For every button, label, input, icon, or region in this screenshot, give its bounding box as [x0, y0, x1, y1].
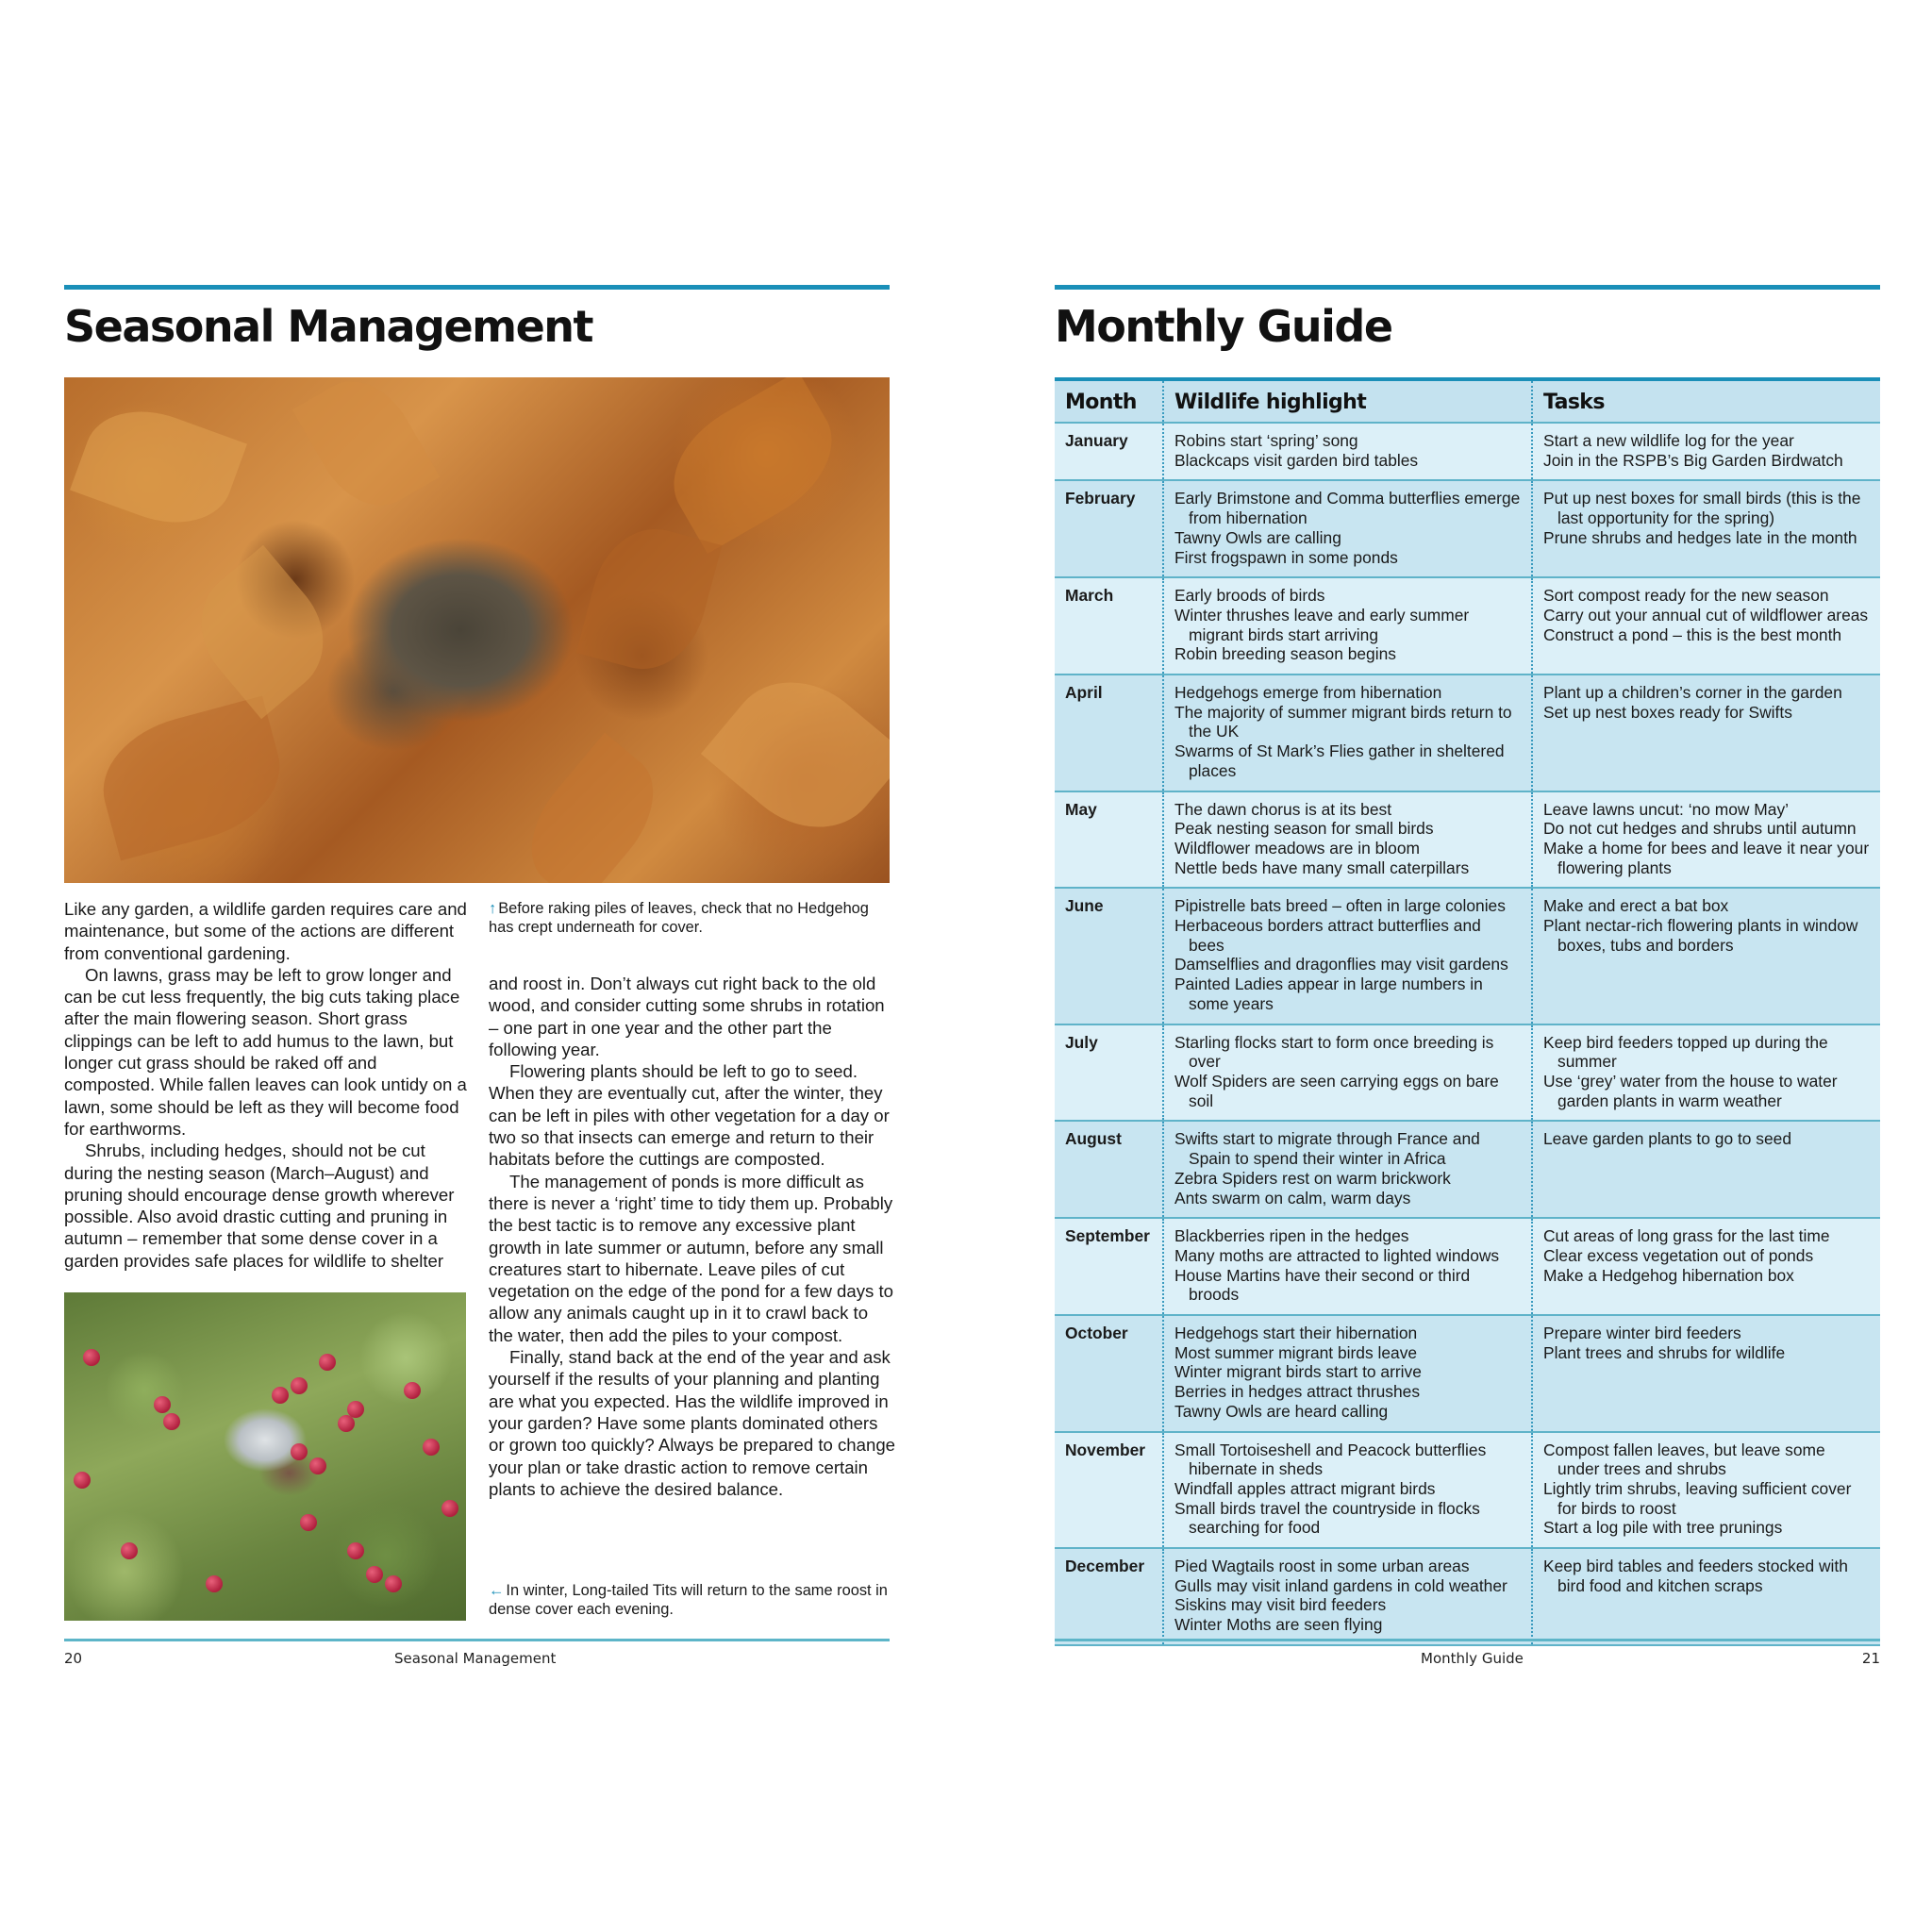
task-item: Clear excess vegetation out of ponds	[1543, 1245, 1814, 1265]
wildlife-item: Nettle beds have many small caterpillars	[1174, 858, 1470, 877]
tasks-cell	[1532, 1218, 1880, 1315]
month-cell: May	[1065, 799, 1097, 819]
task-item: Plant up a children’s corner in the garden	[1543, 683, 1842, 703]
month-cell: September	[1065, 1226, 1150, 1246]
table-row	[1055, 577, 1880, 675]
paragraph: The management of ponds is more difficult as there is never a ‘right’ time to tidy them up. Probably the best tactic is to remove any excessive plant growth in late summer or autumn, before any small creatures start to hibernate. Leave piles of cut vegetation on the edge of the pond for a few days to allow any animals caught up in it to crawl back to the water, then add the piles to your compost.	[489, 1171, 893, 1345]
task-item: Start a new wildlife log for the year	[1543, 431, 1794, 450]
wildlife-cell	[1163, 423, 1532, 480]
table-row	[1055, 1548, 1880, 1645]
paragraph: Flowering plants should be left to go to seed. When they are eventually cut, after the winter, they can be left in piles with other vegetation for a day or two so that insects can emerge and return to their habitats before the cuttings are composted.	[489, 1061, 890, 1170]
table-row	[1055, 480, 1880, 577]
wildlife-item: Swifts start to migrate through France and Spain to spend their winter in Africa	[1174, 1129, 1480, 1169]
table-row	[1055, 791, 1880, 889]
footer-rule	[64, 1639, 890, 1641]
wildlife-item: Winter migrant birds start to arrive	[1174, 1362, 1422, 1382]
month-cell: March	[1065, 586, 1114, 606]
month-cell: February	[1065, 489, 1136, 508]
wildlife-item: Herbaceous borders attract butterflies and bees	[1174, 916, 1481, 955]
running-footer: Seasonal Management	[394, 1650, 557, 1667]
wildlife-item: Small Tortoiseshell and Peacock butterflies hibernate in sheds	[1174, 1440, 1487, 1479]
task-item: Join in the RSPB’s Big Garden Birdwatch	[1543, 450, 1843, 470]
tasks-cell	[1532, 577, 1880, 675]
wildlife-item: Small birds travel the countryside in flocks searching for food	[1174, 1498, 1480, 1538]
long-tailed-tit-photo	[64, 1292, 466, 1621]
tasks-cell	[1532, 1315, 1880, 1432]
page-title: Monthly Guide	[1055, 301, 1392, 352]
wildlife-item: Damselflies and dragonflies may visit gardens	[1174, 955, 1508, 974]
tasks-cell	[1532, 675, 1880, 791]
paragraph: Shrubs, including hedges, should not be cut during the nesting season (March–August) and pruning should encourage dense growth wherever possible. Also avoid drastic cutting and pruning in autumn – remember that some dense cover in a garden provides safe places for wildlife to shelter	[64, 1141, 455, 1271]
month-cell: June	[1065, 896, 1104, 916]
wildlife-item: Most summer migrant birds leave	[1174, 1342, 1418, 1362]
hedgehog-in-leaves-photo	[64, 377, 890, 883]
wildlife-item: First frogspawn in some ponds	[1174, 547, 1398, 567]
tasks-cell	[1532, 1024, 1880, 1122]
task-item: Start a log pile with tree prunings	[1543, 1518, 1783, 1538]
task-item: Plant trees and shrubs for wildlife	[1543, 1342, 1786, 1362]
page-number: 20	[64, 1650, 83, 1667]
wildlife-item: The dawn chorus is at its best	[1174, 799, 1392, 819]
wildlife-cell	[1163, 577, 1532, 675]
running-footer: Monthly Guide	[1421, 1650, 1524, 1667]
wildlife-item: Windfall apples attract migrant birds	[1174, 1478, 1436, 1498]
month-cell: November	[1065, 1440, 1146, 1459]
month-cell: December	[1065, 1557, 1145, 1576]
task-item: Leave garden plants to go to seed	[1543, 1129, 1791, 1149]
monthly-guide-table	[1055, 377, 1880, 1646]
wildlife-item: Berries in hedges attract thrushes	[1174, 1382, 1421, 1402]
table-row	[1055, 1432, 1880, 1549]
footer-rule	[1055, 1639, 1880, 1641]
wildlife-item: Winter thrushes leave and early summer migrant birds start arriving	[1174, 605, 1470, 644]
task-item: Keep bird feeders topped up during the summer	[1543, 1032, 1828, 1072]
task-item: Lightly trim shrubs, leaving sufficient cover for birds to roost	[1543, 1478, 1852, 1518]
wildlife-cell	[1163, 480, 1532, 577]
photo-caption: ↑ Before raking piles of leaves, check that no Hedgehog has crept underneath for cover.	[489, 900, 869, 936]
wildlife-cell	[1163, 1432, 1532, 1549]
month-cell: August	[1065, 1129, 1122, 1149]
paragraph: and roost in. Don’t always cut right back to the old wood, and consider cutting some shrubs in rotation – one part in one year and the other part the following year.	[489, 974, 885, 1059]
table-row	[1055, 1121, 1880, 1218]
task-item: Make and erect a bat box	[1543, 896, 1729, 916]
task-item: Plant nectar-rich flowering plants in window boxes, tubs and borders	[1543, 916, 1858, 955]
wildlife-item: Siskins may visit bird feeders	[1174, 1595, 1387, 1615]
page-number: 21	[1861, 1650, 1880, 1667]
wildlife-item: Many moths are attracted to lighted windows	[1174, 1245, 1500, 1265]
table-row	[1055, 1315, 1880, 1432]
wildlife-item: Blackcaps visit garden bird tables	[1174, 450, 1419, 470]
wildlife-item: Hedgehogs start their hibernation	[1174, 1324, 1418, 1343]
column-header-tasks: Tasks	[1532, 379, 1880, 423]
task-item: Prune shrubs and hedges late in the month	[1543, 527, 1857, 547]
tasks-cell	[1532, 1432, 1880, 1549]
tasks-cell	[1532, 1121, 1880, 1218]
task-item: Set up nest boxes ready for Swifts	[1543, 702, 1792, 722]
body-column-1	[64, 898, 472, 1272]
wildlife-item: The majority of summer migrant birds return to the UK	[1174, 702, 1512, 741]
task-item: Construct a pond – this is the best month	[1543, 625, 1842, 644]
paragraph: Finally, stand back at the end of the year and ask yourself if the results of your planning and planting are what you expected. Has the wildlife improved in your garden? Have some plants dominated others or grown too quickly? Always be prepared to change your plan or take drastic action to remove certain plants to achieve the desired balance.	[489, 1347, 896, 1499]
arrow-up-icon: ↑	[489, 900, 497, 917]
wildlife-item: Robins start ‘spring’ song	[1174, 431, 1358, 450]
task-item: Use ‘grey’ water from the house to water garden plants in warm weather	[1543, 1071, 1838, 1110]
paragraph: On lawns, grass may be left to grow longer and can be cut less frequently, the big cuts taking place after the main flowering season. Short grass clippings can be left to add humus to the lawn, but longer cut grass should be raked off and composted. While fallen leaves can look untidy on a lawn, some should be left as they will become food for earthworms.	[64, 964, 467, 1139]
column-header-month: Month	[1065, 390, 1137, 414]
wildlife-cell	[1163, 675, 1532, 791]
wildlife-item: Swarms of St Mark’s Flies gather in sheltered places	[1174, 741, 1505, 780]
wildlife-item: Early broods of birds	[1174, 586, 1325, 606]
table-row	[1055, 1024, 1880, 1122]
task-item: Carry out your annual cut of wildflower areas	[1543, 605, 1869, 625]
table-header-row	[1055, 379, 1880, 423]
wildlife-cell	[1163, 1315, 1532, 1432]
task-item: Prepare winter bird feeders	[1543, 1324, 1741, 1343]
wildlife-cell	[1163, 1024, 1532, 1122]
table-row	[1055, 675, 1880, 791]
wildlife-item: Peak nesting season for small birds	[1174, 819, 1434, 839]
wildlife-item: Gulls may visit inland gardens in cold weather	[1174, 1575, 1507, 1595]
tasks-cell	[1532, 423, 1880, 480]
task-item: Keep bird tables and feeders stocked with bird food and kitchen scraps	[1543, 1557, 1848, 1595]
table-row	[1055, 1218, 1880, 1315]
month-cell: July	[1065, 1032, 1098, 1052]
tasks-cell	[1532, 791, 1880, 889]
header-rule	[1055, 285, 1880, 290]
table-row	[1055, 888, 1880, 1024]
wildlife-item: House Martins have their second or third broods	[1174, 1265, 1471, 1305]
wildlife-item: Hedgehogs emerge from hibernation	[1174, 683, 1442, 703]
header-rule	[64, 285, 890, 290]
wildlife-item: Painted Ladies appear in large numbers in some years	[1174, 974, 1483, 1013]
tasks-cell	[1532, 480, 1880, 577]
task-item: Make a home for bees and leave it near your flowering plants	[1543, 838, 1870, 877]
wildlife-item: Zebra Spiders rest on warm brickwork	[1174, 1168, 1451, 1188]
column-header-wildlife: Wildlife highlight	[1163, 379, 1532, 423]
task-item: Cut areas of long grass for the last time	[1543, 1226, 1830, 1246]
month-cell: January	[1065, 431, 1128, 450]
wildlife-item: Starling flocks start to form once breeding is over	[1174, 1032, 1494, 1072]
photo-caption: ← In winter, Long-tailed Tits will return to the same roost in dense cover each evening.	[489, 1582, 888, 1618]
wildlife-item: Ants swarm on calm, warm days	[1174, 1188, 1411, 1208]
task-item: Leave lawns uncut: ‘no mow May’	[1543, 799, 1790, 819]
wildlife-item: Pied Wagtails roost in some urban areas	[1174, 1557, 1470, 1576]
wildlife-cell	[1163, 791, 1532, 889]
task-item: Compost fallen leaves, but leave some under trees and shrubs	[1543, 1440, 1825, 1479]
wildlife-item: Blackberries ripen in the hedges	[1174, 1226, 1409, 1246]
wildlife-item: Pipistrelle bats breed – often in large colonies	[1174, 896, 1506, 916]
task-item: Put up nest boxes for small birds (this is the last opportunity for the spring)	[1543, 489, 1861, 528]
wildlife-item: Wildflower meadows are in bloom	[1174, 838, 1420, 858]
table-row	[1055, 423, 1880, 480]
paragraph: Like any garden, a wildlife garden requires care and maintenance, but some of the actions are different from conventional gardening.	[64, 899, 467, 963]
wildlife-cell	[1163, 1548, 1532, 1645]
tasks-cell	[1532, 1548, 1880, 1645]
wildlife-item: Tawny Owls are heard calling	[1174, 1401, 1389, 1421]
task-item: Make a Hedgehog hibernation box	[1543, 1265, 1794, 1285]
wildlife-item: Robin breeding season begins	[1174, 644, 1396, 664]
task-item: Sort compost ready for the new season	[1543, 586, 1829, 606]
tasks-cell	[1532, 888, 1880, 1024]
wildlife-cell	[1163, 888, 1532, 1024]
month-cell: April	[1065, 683, 1103, 703]
month-cell: October	[1065, 1324, 1128, 1343]
wildlife-cell	[1163, 1121, 1532, 1218]
body-column-2	[489, 973, 896, 1500]
wildlife-item: Tawny Owls are calling	[1174, 527, 1341, 547]
wildlife-item: Wolf Spiders are seen carrying eggs on bare soil	[1174, 1071, 1499, 1110]
page-title: Seasonal Management	[64, 301, 593, 352]
wildlife-item: Early Brimstone and Comma butterflies emerge from hibernation	[1174, 489, 1521, 528]
wildlife-cell	[1163, 1218, 1532, 1315]
wildlife-item: Winter Moths are seen flying	[1174, 1615, 1383, 1635]
arrow-left-icon: ←	[489, 1582, 505, 1599]
task-item: Do not cut hedges and shrubs until autumn	[1543, 819, 1857, 839]
